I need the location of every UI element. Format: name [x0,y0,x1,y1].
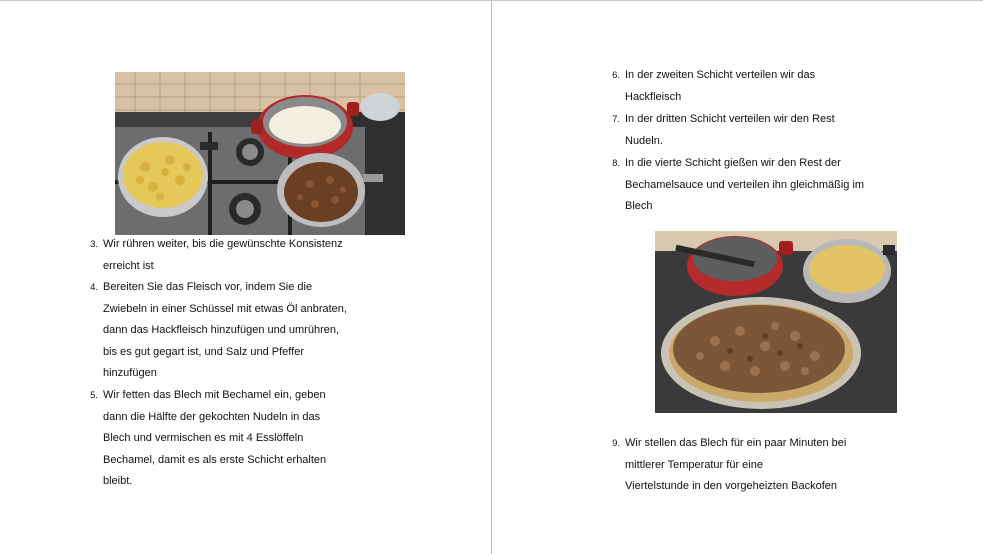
list-number: 4. [90,282,98,293]
right-page [492,1,983,554]
list-text: In der zweiten Schicht verteilen wir das Hackfleisch [625,69,816,103]
list-text: In der dritten Schicht verteilen wir den Rest Nudeln. [625,113,835,147]
list-number: 3. [90,239,98,250]
list-text: Wir stellen das Blech für ein paar Minuten bei mittlerer Temperatur für eine Viertelstunde in den vorgeheizten Backofen [625,437,847,492]
cooking-stove-photo [115,72,405,235]
list-number: 5. [90,390,98,401]
list-text: In die vierte Schicht gießen wir den Rest der Bechamelsauce und verteilen ihn gleichmäßig im Blech [625,157,865,212]
list-text: Bereiten Sie das Fleisch vor, indem Sie die Zwiebeln in einer Schüssel mit etwas Öl anbraten, dann das Hackfleisch hinzufügen und umrühren, bis es gut gegart ist, und Salz und Pfeffer hinzufügen [103,281,347,379]
list-number: 9. [612,438,620,449]
list-number: 6. [612,70,620,81]
baking-dish-photo [655,231,897,413]
list-text: Wir rühren weiter, bis die gewünschte Konsistenz erreicht ist [103,238,343,272]
list-number: 7. [612,114,620,125]
list-text: Wir fetten das Blech mit Bechamel ein, geben dann die Hälfte der gekochten Nudeln in das Blech und vermischen es mit 4 Esslöffeln Bechamel, damit es als erste Schicht erhalten bleibt. [103,389,327,487]
list-number: 8. [612,158,620,169]
left-page [0,1,491,554]
